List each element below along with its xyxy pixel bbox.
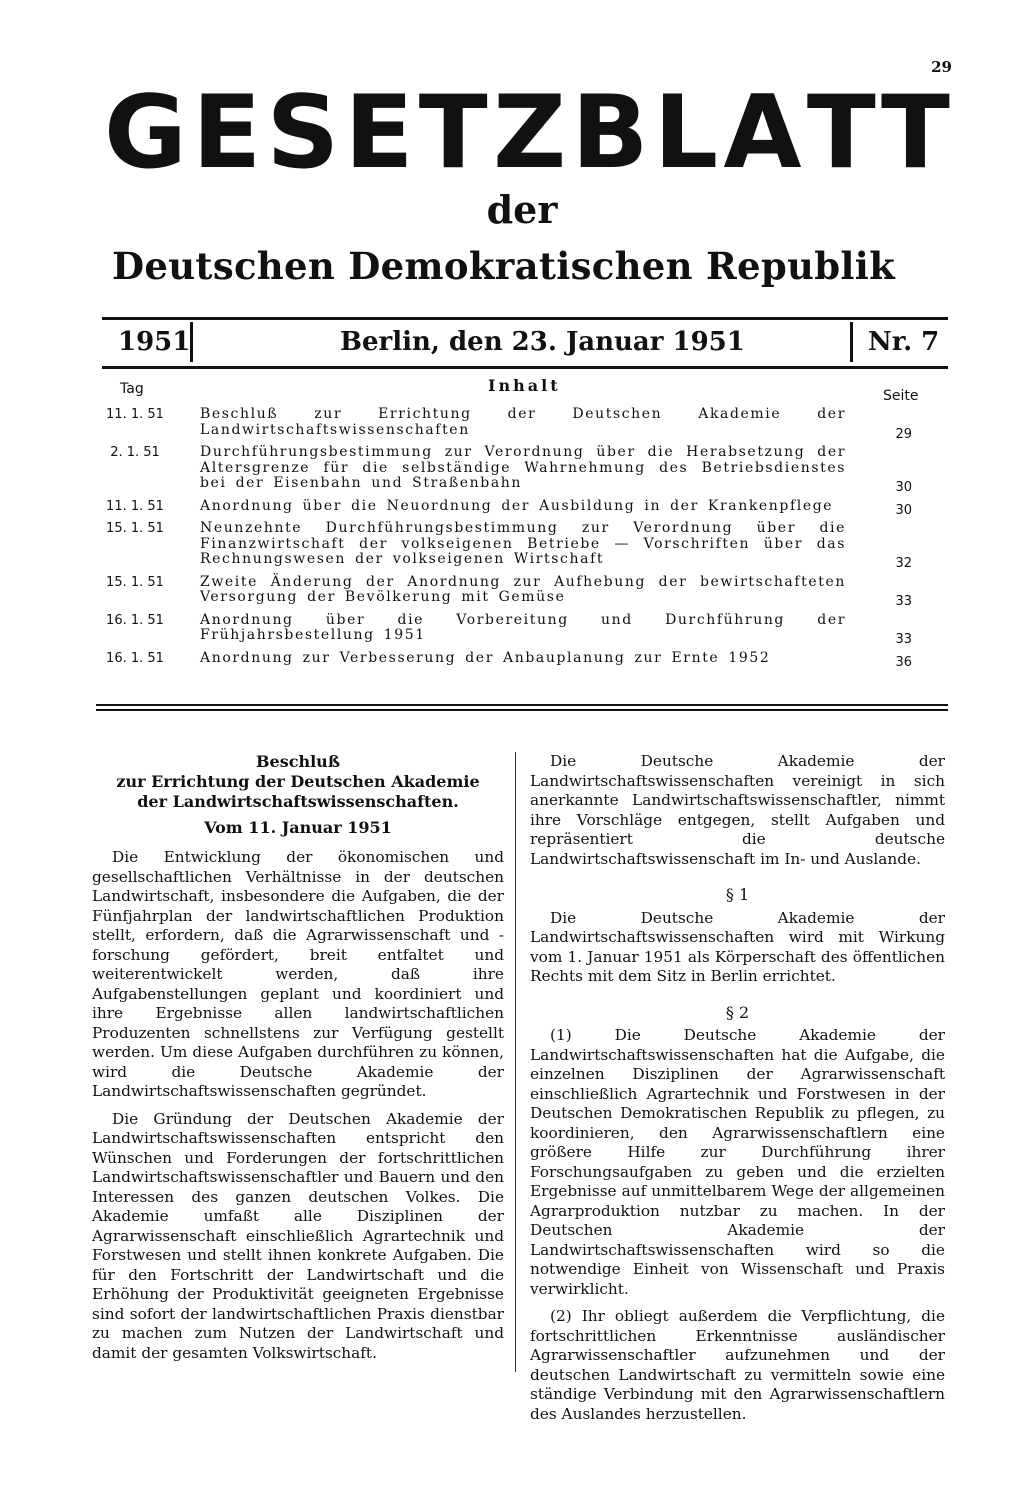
issue-number: Nr. 7 <box>868 327 940 357</box>
toc-entry-page: 30 <box>895 502 912 518</box>
issue-place-date: Berlin, den 23. Januar 1951 <box>340 327 745 357</box>
masthead-letter: L <box>653 73 719 191</box>
toc-entry-page: 29 <box>895 426 912 442</box>
toc-entry <box>100 649 930 670</box>
article-paragraph: Die Deutsche Akademie der Landwirtschaftswissenschaften vereinigt in sich anerkannte Landwirtschaftswissenschaftler, nimmt ihre Vorschläge entgegen, stellt Aufgaben und repräsentiert die deutsche Landwirtschaftswissenschaft im In- und Auslande. <box>530 752 945 868</box>
toc-entry-date: 15. 1. 51 <box>106 521 164 536</box>
article-paragraph: Die Gründung der Deutschen Akademie der Landwirtschaftswissenschaften entspricht den Wünschen und Forderungen der fortschrittlichen Landwirtschaftswissenschaftler und Bauern und den Interessen des ganzen deutschen Volkes. Die Akademie umfaßt alle Disziplinen der Agrarwissenschaft einschließlich Agrartechnik und Forstwesen und stellt ihnen konkrete Aufgaben. Die für den Fortschritt der Landwirtschaft und die Erhöhung der Produktivität geeigneten Ergebnisse sind sofort der landwirtschaftlichen Praxis dienstbar zu machen zum Nutzen der Landwirtschaft und damit der gesamten Volkswirtschaft. <box>92 1109 504 1362</box>
masthead-title <box>104 73 950 191</box>
toc-entry-title: Neunzehnte Durchführungsbestimmung zur Verordnung über die Finanzwirtschaft der volkseigenen Betriebe — Vorschriften über das Rechnungswesen der volkseigenen Wirtschaft <box>200 520 846 567</box>
article-paragraph: Die Entwicklung der ökonomischen und gesellschaftlichen Verhältnisse in der deutschen Landwirtschaft, insbesondere die Aufgaben, die der Fünfjahrplan der landwirtschaftlichen Produktion stellt, erfordern, daß die Agrarwissenschaft und -forschung gefördert, breit entfaltet und weiterentwickelt werden, daß ihre Aufgabenstellungen geplant und koordiniert und ihre Ergebnisse allen landwirtschaftlichen Produzenten schnellstens zur Verfügung gestellt werden. Um diese Aufgaben durchführen zu können, wird die Deutsche Akademie der Landwirtschaftswissenschaften gegründet. <box>92 848 504 1100</box>
toc-entry-page: 36 <box>895 654 912 670</box>
column-divider <box>515 752 516 1372</box>
masthead-subtitle: Deutschen Demokratischen Republik <box>112 244 896 288</box>
top-rule <box>102 317 948 320</box>
section-1-text: Die Deutsche Akademie der Landwirtschaftswissenschaften wird mit Wirkung vom 1. Januar 1951 als Körperschaft des öffentlichen Rechts mit dem Sitz in Berlin errichtet. <box>530 908 945 985</box>
toc-entry-title: Zweite Änderung der Anordnung zur Aufhebung der bewirtschafteten Versorgung der Bevölkerung mit Gemüse <box>200 573 846 605</box>
masthead-letter: E <box>192 73 262 191</box>
toc-entry <box>100 573 930 609</box>
toc-entry-date: 15. 1. 51 <box>106 574 164 590</box>
toc-page-header: Seite <box>883 388 919 404</box>
toc-entry <box>100 611 930 647</box>
toc-entry-title: Beschluß zur Errichtung der Deutschen Akademie der Landwirtschaftswissenschaften <box>200 406 846 438</box>
masthead-letter: A <box>723 73 802 191</box>
toc-entry-page: 33 <box>895 594 912 609</box>
article-left-column <box>92 752 504 1371</box>
toc-title: Inhalt <box>488 376 561 395</box>
masthead-letter: T <box>418 73 488 191</box>
toc-entry-date: 16. 1. 51 <box>106 650 164 666</box>
toc-entry-date: 16. 1. 51 <box>106 612 164 628</box>
section-2-paragraph-1: (1) Die Deutsche Akademie der Landwirtschaftswissenschaften hat die Aufgabe, die einzelnen Disziplinen der Agrarwissenschaft einschließlich Agrartechnik und Forstwesen in der Deutschen Demokratischen Republik zu pflegen, zu koordinieren, den Agrarwissenschaftlern eine größere Hilfe zur Durchführung ihrer Forschungsaufgaben zu geben und die erzielten Ergebnisse auf unmittelbarem Wege der allgemeinen Agrarproduktion nutzbar zu machen. In der Deutschen Akademie der Landwirtschaftswissenschaften wird so die notwendige Einheit von Wissenschaft und Praxis verwirklicht. <box>530 1026 945 1298</box>
page-number: 29 <box>931 58 952 76</box>
table-of-contents <box>100 407 930 673</box>
toc-entry-title: Durchführungsbestimmung zur Verordnung über die Herabsetzung der Altersgrenze für die selbständige Wahrnehmung des Betriebsdienstes bei der Eisenbahn und Straßenbahn <box>200 444 846 491</box>
toc-entry-title: Anordnung über die Neuordnung der Ausbildung in der Krankenpflege <box>200 497 834 514</box>
masthead-letter: T <box>806 73 876 191</box>
article-heading-2: zur Errichtung der Deutschen Akademie <box>116 772 480 791</box>
toc-entry <box>100 406 930 442</box>
toc-entry-title: Anordnung über die Vorbereitung und Durchführung der Frühjahrsbestellung 1951 <box>200 611 846 643</box>
toc-entry <box>100 497 930 518</box>
issue-rule <box>102 366 948 369</box>
masthead-letter: S <box>266 73 340 191</box>
article-right-column <box>530 752 945 1432</box>
toc-entry-page: 33 <box>895 632 912 647</box>
toc-entry-page: 30 <box>895 480 912 495</box>
toc-entry-date: 11. 1. 51 <box>106 407 164 422</box>
article-date-line: Vom 11. Januar 1951 <box>204 818 392 837</box>
toc-entry-date: 2. 1. 51 <box>110 445 160 460</box>
article-heading-1: Beschluß <box>256 752 340 771</box>
masthead-letter: Z <box>492 73 567 191</box>
issue-year: 1951 <box>118 327 191 357</box>
masthead-letter: E <box>344 73 414 191</box>
section-1-label: § 1 <box>725 885 750 904</box>
issue-divider <box>850 322 853 362</box>
masthead-letter: B <box>571 73 649 191</box>
toc-entry-date: 11. 1. 51 <box>106 498 164 514</box>
toc-entry-title: Anordnung zur Verbesserung der Anbauplanung zur Ernte 1952 <box>200 649 771 666</box>
masthead-letter: G <box>104 73 187 191</box>
masthead-der: der <box>486 187 558 232</box>
article-heading-3: der Landwirtschaftswissenschaften. <box>137 792 459 811</box>
toc-bottom-rule <box>96 709 948 711</box>
toc-date-header: Tag <box>120 381 144 397</box>
section-2-paragraph-2: (2) Ihr obliegt außerdem die Verpflichtung, die fortschrittlichen Erkenntnisse ausländischer Agrarwissenschaftler aufzunehmen und der deutschen Landwirtschaft zu vermitteln sowie eine ständige Verbindung mit den Agrarwissenschaftlern des Auslandes herzustellen. <box>530 1307 945 1423</box>
masthead-letter: T <box>881 73 950 191</box>
toc-entry-page: 32 <box>895 556 912 571</box>
issue-divider <box>190 322 193 362</box>
section-2-label: § 2 <box>725 1002 750 1022</box>
issue-bar <box>102 322 948 362</box>
toc-entry <box>100 520 930 571</box>
toc-entry <box>100 444 930 495</box>
toc-bottom-rule <box>96 704 948 706</box>
